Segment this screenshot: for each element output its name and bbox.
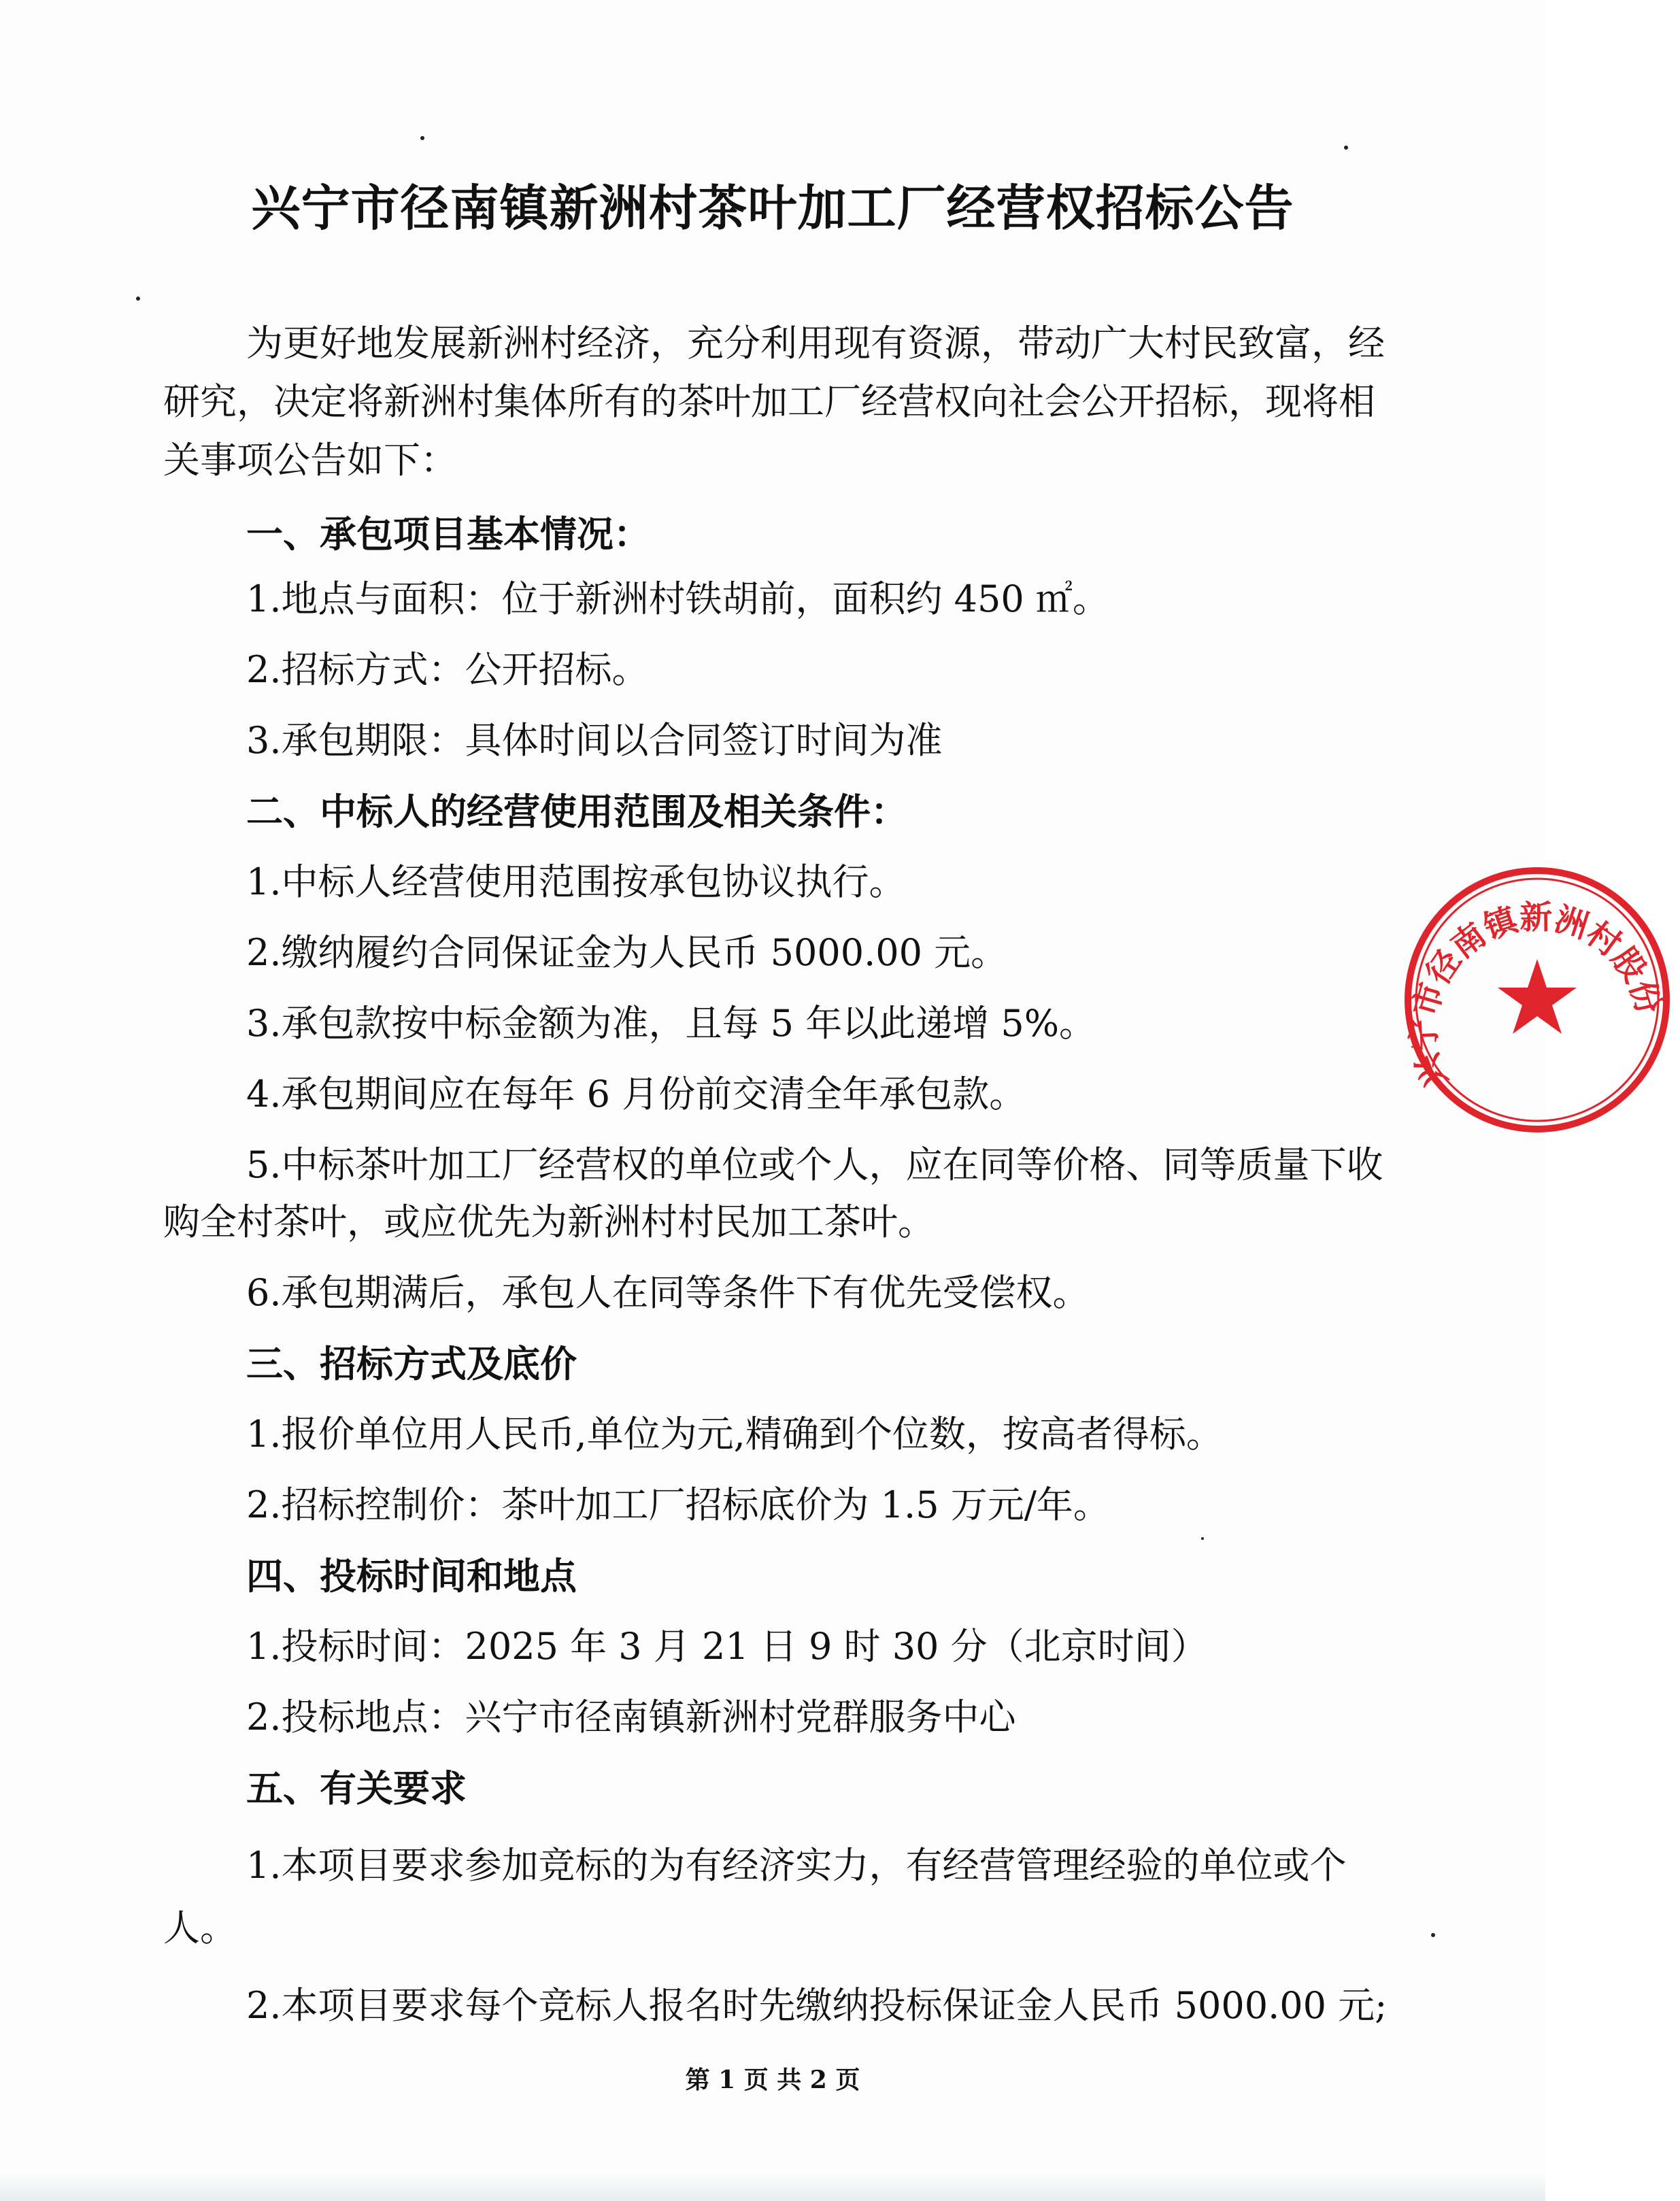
- section-heading: 三、招标方式及底价: [246, 1342, 577, 1385]
- list-item: 1.报价单位用人民币,单位为元,精确到个位数，按高者得标。: [246, 1413, 1223, 1456]
- page-number: 第 1 页 共 2 页: [685, 2066, 860, 2094]
- list-item: 1.中标人经营使用范围按承包协议执行。: [246, 860, 906, 903]
- list-item-continued: 人。: [163, 1906, 237, 1949]
- list-item: 1.地点与面积：位于新洲村铁胡前，面积约 450 ㎡。: [246, 577, 1109, 620]
- intro-line: 关事项公告如下：: [163, 439, 457, 482]
- section-heading: 四、投标时间和地点: [246, 1554, 577, 1598]
- list-item: 1.投标时间：2025 年 3 月 21 日 9 时 30 分（北京时间）: [246, 1625, 1208, 1668]
- list-item: 2.本项目要求每个竞标人报名时先缴纳投标保证金人民币 5000.00 元;: [246, 1984, 1388, 2027]
- seal-star-icon: [1498, 959, 1577, 1034]
- intro-line: 研究，决定将新洲村集体所有的茶叶加工厂经营权向社会公开招标，现将相: [163, 380, 1375, 423]
- list-item: 5.中标茶叶加工厂经营权的单位或个人，应在同等价格、同等质量下收: [246, 1143, 1383, 1186]
- list-item: 3.承包期限：具体时间以合同签订时间为准: [246, 719, 943, 762]
- list-item: 2.招标方式：公开招标。: [246, 648, 649, 691]
- list-item: 3.承包款按中标金额为准，且每 5 年以此递增 5%。: [246, 1002, 1096, 1045]
- scan-speck: [420, 136, 424, 140]
- official-seal: [1394, 857, 1680, 1143]
- list-item: 4.承包期间应在每年 6 月份前交清全年承包款。: [246, 1073, 1026, 1115]
- scan-edge: [0, 2170, 1545, 2201]
- section-heading: 二、中标人的经营使用范围及相关条件：: [246, 790, 907, 833]
- intro-line: 为更好地发展新洲村经济，充分利用现有资源，带动广大村民致富，经: [246, 322, 1385, 365]
- scan-speck: [1201, 1537, 1204, 1540]
- list-item: 1.本项目要求参加竞标的为有经济实力，有经营管理经验的单位或个: [246, 1844, 1347, 1887]
- seal-text: 兴宁市径南镇新洲村股份: [1405, 898, 1668, 1093]
- list-item-continued: 购全村茶叶，或应优先为新洲村村民加工茶叶。: [163, 1200, 935, 1243]
- list-item: 2.招标控制价：茶叶加工厂招标底价为 1.5 万元/年。: [246, 1483, 1110, 1526]
- scan-speck: [136, 297, 140, 301]
- list-item: 2.投标地点：兴宁市径南镇新洲村党群服务中心: [246, 1696, 1016, 1738]
- list-item: 2.缴纳履约合同保证金为人民币 5000.00 元。: [246, 931, 1008, 974]
- document-title: 兴宁市径南镇新洲村茶叶加工厂经营权招标公告: [251, 179, 1294, 237]
- section-heading: 一、承包项目基本情况：: [246, 512, 650, 556]
- list-item: 6.承包期满后，承包人在同等条件下有优先受偿权。: [246, 1271, 1090, 1314]
- scan-speck: [1431, 1933, 1435, 1937]
- section-heading: 五、有关要求: [246, 1766, 467, 1810]
- scan-speck: [1344, 146, 1348, 150]
